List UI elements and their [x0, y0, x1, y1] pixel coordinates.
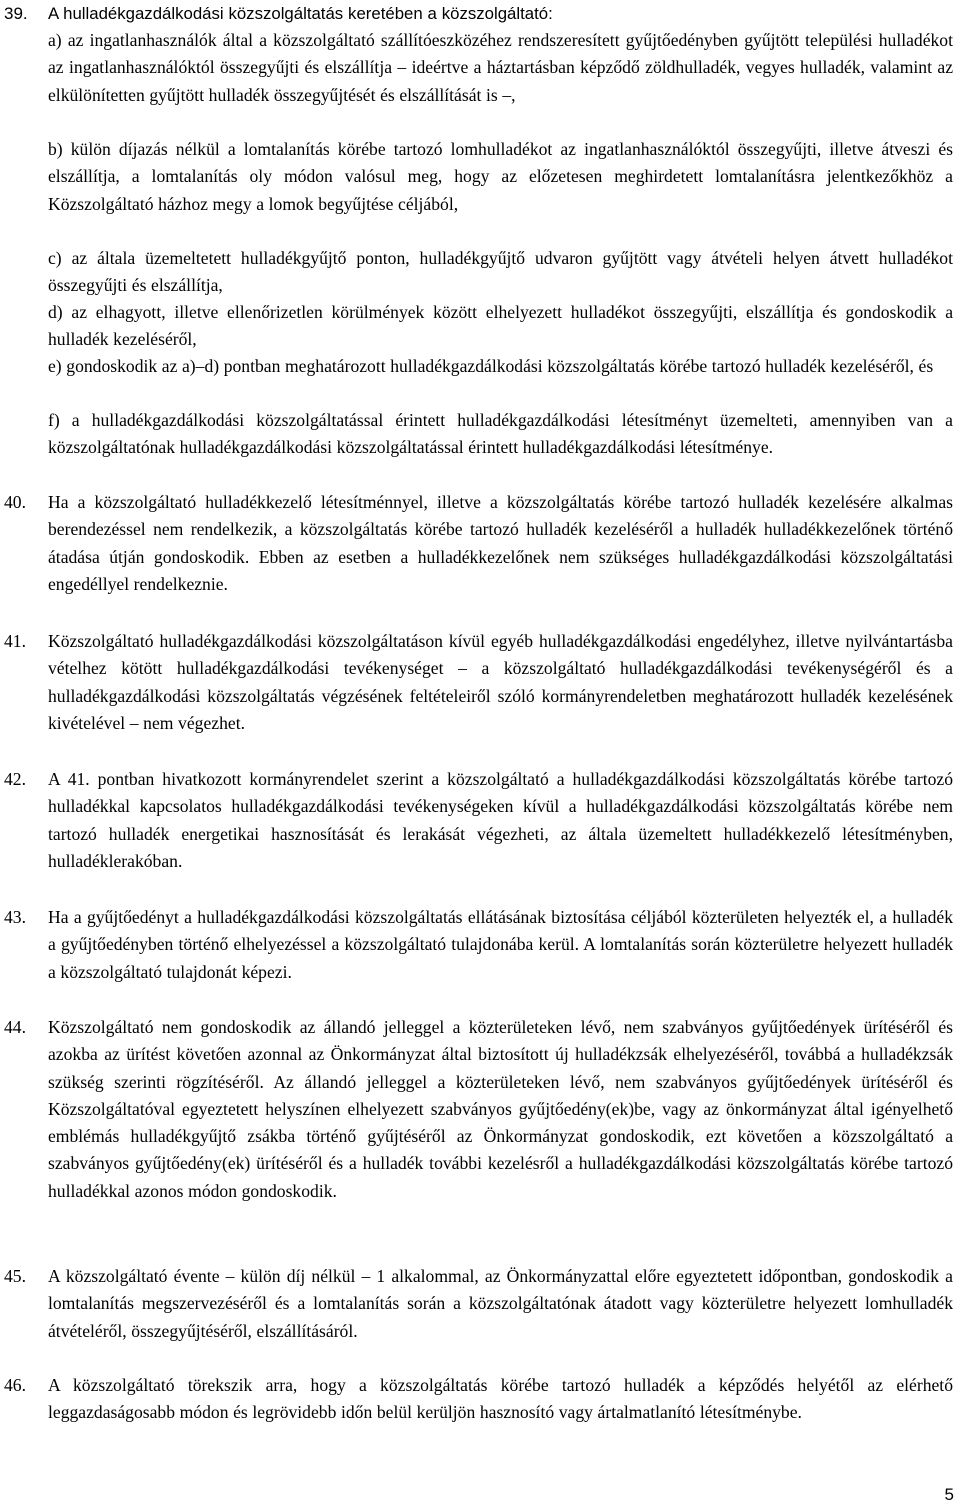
section-text: A közszolgáltató törekszik arra, hogy a közszolgáltatás körébe tartozó hulladék a képződés helyétől az elérhető leggazdaságosabb módon és legrövidebb időn belül kerüljön hasznosító vagy ártalmatlanító létesítménybe.	[48, 1375, 953, 1423]
section-intro: A hulladékgazdálkodási közszolgáltatás keretében a közszolgáltató:	[48, 4, 553, 23]
section-text: Közszolgáltató nem gondoskodik az állandó jelleggel a közterületeken lévő, nem szabványos gyűjtőedények ürítéséről és azokba az ürítést követően azonnal az Önkormányzat által biztosított új hulladékzsák elhelyezéséről, továbbá a hulladékzsák szükség szerinti rögzítéséről. Az állandó jelleggel a közterületeken lévő, nem szabványos gyűjtőedények ürítéséről és Közszolgáltatóval egyeztetett helyszínen elhelyezett szabványos gyűjtőedény(ek)be, vagy az önkormányzat által igényelhető emblémás hulladékgyűjtő zsákba történő gyűjtéséről az Önkormányzat gondoskodik, ezt követően a közszolgáltató a szabványos gyűjtőedény(ek) ürítéséről és a hulladék további kezelésről a hulladékgazdálkodási közszolgáltatás körébe tartozó hulladékkal azonos módon gondoskodik.	[48, 1017, 953, 1201]
list-item-f: f) a hulladékgazdálkodási közszolgáltatással érintett hulladékgazdálkodási létesítményt üzemelteti, amennyiben van a közszolgáltatónak hulladékgazdálkodási közszolgáltatással érintett hulladékgazdálkodási létesítménye.	[48, 410, 953, 458]
section-number: 43.	[4, 907, 26, 927]
page-number: 5	[944, 1485, 954, 1504]
section-text: Közszolgáltató hulladékgazdálkodási közszolgáltatáson kívül egyéb hulladékgazdálkodási engedélyhez, illetve nyilvántartásba vételhez kötött hulladékgazdálkodási tevékenységet – a közszolgáltató hulladékgazdálkodási tevékenységéről és a hulladékgazdálkodási közszolgáltatás végzésének feltételeiről szóló kormányrendeletben meghatározott hulladék kezelésének kivételével – nem végezhet.	[48, 631, 953, 733]
section-text: Ha a közszolgáltató hulladékkezelő létesítménnyel, illetve a közszolgáltatás körébe tartozó hulladék kezelésére alkalmas berendezéssel nem rendelkezik, a közszolgáltatás körébe tartozó hulladék kezeléséről a hulladék hulladékkezelőnek történő átadása útján gondoskodik. Ebben az esetben a hulladékkezelőnek nem szükséges hulladékgazdálkodási közszolgáltatási engedéllyel rendelkeznie.	[48, 492, 953, 594]
section-text: Ha a gyűjtőedényt a hulladékgazdálkodási közszolgáltatás ellátásának biztosítása céljából közterületen helyezték el, a hulladék a gyűjtőedényben történő elhelyezéssel a közszolgáltató tulajdonába kerül. A lomtalanítás során közterületre helyezett hulladék a közszolgáltató tulajdonát képezi.	[48, 907, 953, 982]
section-number: 42.	[4, 769, 26, 789]
list-item-a: a) az ingatlanhasználók által a közszolgáltató szállítóeszközéhez rendszeresített gyűjtőedényben gyűjtött települési hulladékot az ingatlanhasználóktól összegyűjti és elszállítja – ideértve a háztartásban képződő zöldhulladék, vegyes hulladék, valamint az elkülönítetten gyűjtött hulladék összegyűjtését és elszállítását is –,	[48, 30, 953, 105]
section-text: A közszolgáltató évente – külön díj nélkül – 1 alkalommal, az Önkormányzattal előre egyeztetett időpontban, gondoskodik a lomtalanítás megszervezéséről és a lomtalanítás során a közszolgáltatónak átadott vagy közterületre helyezett lomhulladék átvételéről, összegyűjtéséről, elszállításáról.	[48, 1266, 953, 1341]
list-item-d: d) az elhagyott, illetve ellenőrizetlen körülmények között elhelyezett hulladékot összegyűjti, elszállítja és gondoskodik a hulladék kezeléséről,	[48, 302, 953, 350]
section-number: 46.	[4, 1375, 26, 1395]
list-item-c: c) az általa üzemeltetett hulladékgyűjtő ponton, hulladékgyűjtő udvaron gyűjtött vagy átvételi helyen átvett hulladékot összegyűjti és elszállítja,	[48, 248, 953, 296]
section-number: 39.	[4, 4, 28, 23]
section-number: 44.	[4, 1017, 26, 1037]
list-item-b: b) külön díjazás nélkül a lomtalanítás körébe tartozó lomhulladékot az ingatlanhasználóktól összegyűjti, illetve átveszi és elszállítja, a lomtalanítás oly módon valósul meg, hogy az előzetesen meghirdetett lomtalanításra jelentkezőkhöz a Közszolgáltató házhoz megy a lomok begyűjtése céljából,	[48, 139, 953, 214]
section-number: 45.	[4, 1266, 26, 1286]
section-number: 40.	[4, 492, 26, 512]
list-item-e: e) gondoskodik az a)–d) pontban meghatározott hulladékgazdálkodási közszolgáltatás körébe tartozó hulladék kezeléséről, és	[48, 356, 934, 376]
section-text: A 41. pontban hivatkozott kormányrendelet szerint a közszolgáltató a hulladékgazdálkodási közszolgáltatás körébe tartozó hulladékkal kapcsolatos hulladékgazdálkodási tevékenységeken kívül a hulladékgazdálkodási közszolgáltatás körébe nem tartozó hulladék energetikai hasznosítását és lerakását végezheti, az általa üzemeltett hulladékkezelő létesítményben, hulladéklerakóban.	[48, 769, 953, 871]
section-number: 41.	[4, 631, 26, 651]
